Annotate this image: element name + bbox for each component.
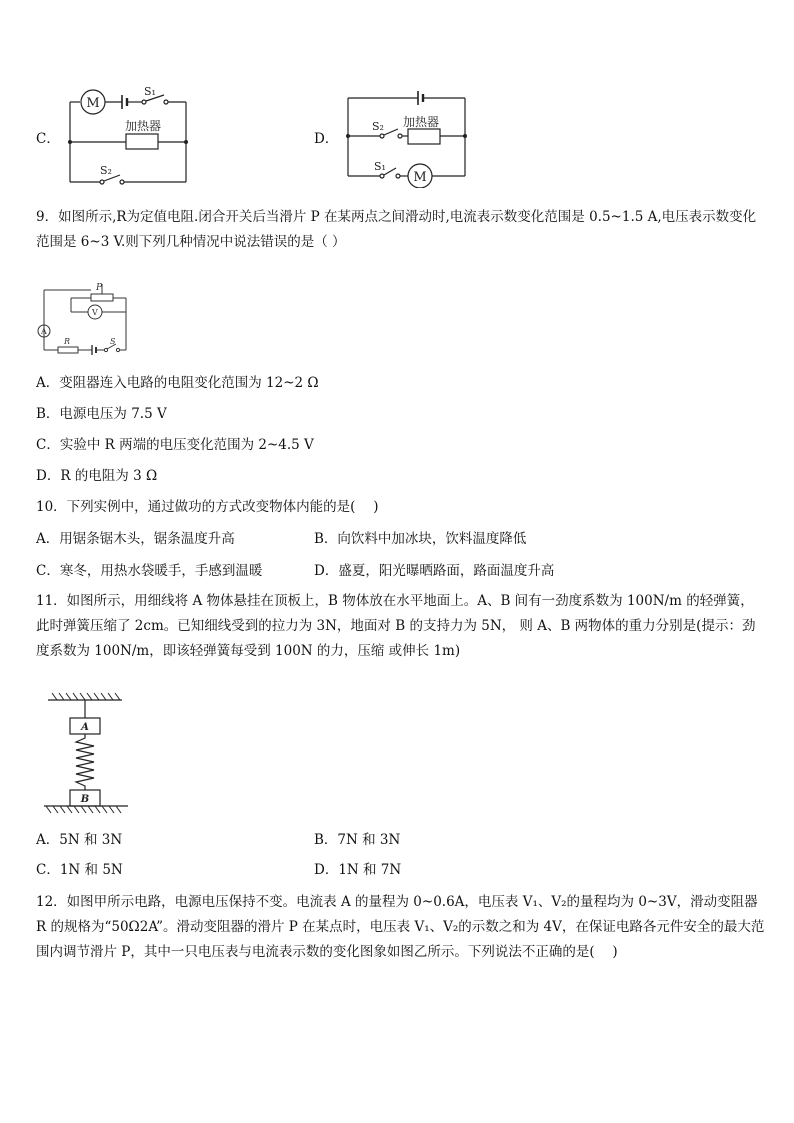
motor-label: M bbox=[413, 170, 427, 185]
block-b-label: B bbox=[80, 794, 90, 805]
circuit-c-diagram bbox=[60, 82, 195, 187]
option-c-label: C． bbox=[36, 131, 60, 147]
q12-stem: 12．如图甲所示电路，电源电压保持不变。电流表 A 的量程为 0~0.6A，电压表 V₁、V₂的量程均为 0~3V，滑动变阻器 R 的规格为“50Ω2A”。滑动变阻器的滑片 P 在某点时，电压表 V₁、V₂的示数之和为 4V，在保证电路各元件安全的最大范围内调节滑片 P，其中一只电压表与电流表示数的变化图象如图乙所示。下列说法不正确的是( ) bbox=[36, 894, 765, 960]
ammeter-label: A bbox=[41, 327, 47, 336]
q9-option-d: D．R 的电阻为 3 Ω bbox=[36, 468, 158, 484]
q11-option-a: A．5N 和 3N bbox=[36, 832, 123, 848]
q10-stem: 10．下列实例中，通过做功的方式改变物体内能的是( ) bbox=[36, 499, 379, 515]
q9-option-b: B．电源电压为 7.5 V bbox=[36, 406, 167, 422]
q11-option-d: D．1N 和 7N bbox=[314, 862, 402, 878]
q9-option-c: C．实验中 R 两端的电压变化范围为 2~4.5 V bbox=[36, 437, 314, 453]
voltmeter-label: V bbox=[92, 308, 98, 317]
motor-label: M bbox=[86, 96, 100, 111]
q11-option-b: B．7N 和 3N bbox=[314, 832, 401, 848]
s1-label: S₁ bbox=[374, 160, 386, 173]
q9-stem: 9．如图所示,R为定值电阻.闭合开关后当滑片 P 在某两点之间滑动时,电流表示数变化范围是 0.5~1.5 A,电压表示数变化范围是 6~3 V.则下列几种情况中说法错误的是（ ） bbox=[36, 209, 757, 250]
slider-p-label: P bbox=[96, 283, 103, 293]
q10-option-c: C．寒冬，用热水袋暖手，手感到温暖 bbox=[36, 563, 263, 579]
q9-option-a: A．变阻器连入电路的电阻变化范围为 12~2 Ω bbox=[36, 375, 319, 391]
q11-stem: 11．如图所示，用细线将 A 物体悬挂在顶板上，B 物体放在水平地面上。A、B 间有一劲度系数为 100N/m 的轻弹簧，此时弹簧压缩了 2cm。已知细线受到的拉力为 3N，地面对 B 的支持力为 5N， 则 A、B 两物体的重力分别是(提示：劲度系数为 100N/m，即该轻弹簧每受到 100N 的力，压缩 或伸长 1m) bbox=[36, 593, 756, 659]
s2-label: S₂ bbox=[372, 120, 384, 133]
switch-s-label: S bbox=[110, 337, 116, 346]
q10-option-a: A．用锯条锯木头，锯条温度升高 bbox=[36, 531, 235, 547]
q9-circuit-diagram bbox=[36, 278, 136, 358]
s2-label: S₂ bbox=[100, 164, 112, 177]
q10-option-d: D．盛夏，阳光曝晒路面，路面温度升高 bbox=[314, 563, 555, 579]
resistor-r-label: R bbox=[64, 337, 71, 346]
option-d-label: D． bbox=[314, 131, 339, 147]
q11-spring-diagram bbox=[40, 690, 150, 815]
block-a-label: A bbox=[81, 722, 89, 733]
s1-label: S₁ bbox=[144, 85, 156, 98]
circuit-d-diagram bbox=[340, 88, 475, 188]
heater-label: 加热器 bbox=[125, 119, 162, 133]
heater-label: 加热器 bbox=[403, 115, 440, 129]
q10-option-b: B．向饮料中加冰块，饮料温度降低 bbox=[314, 531, 527, 547]
q11-option-c: C．1N 和 5N bbox=[36, 862, 123, 878]
